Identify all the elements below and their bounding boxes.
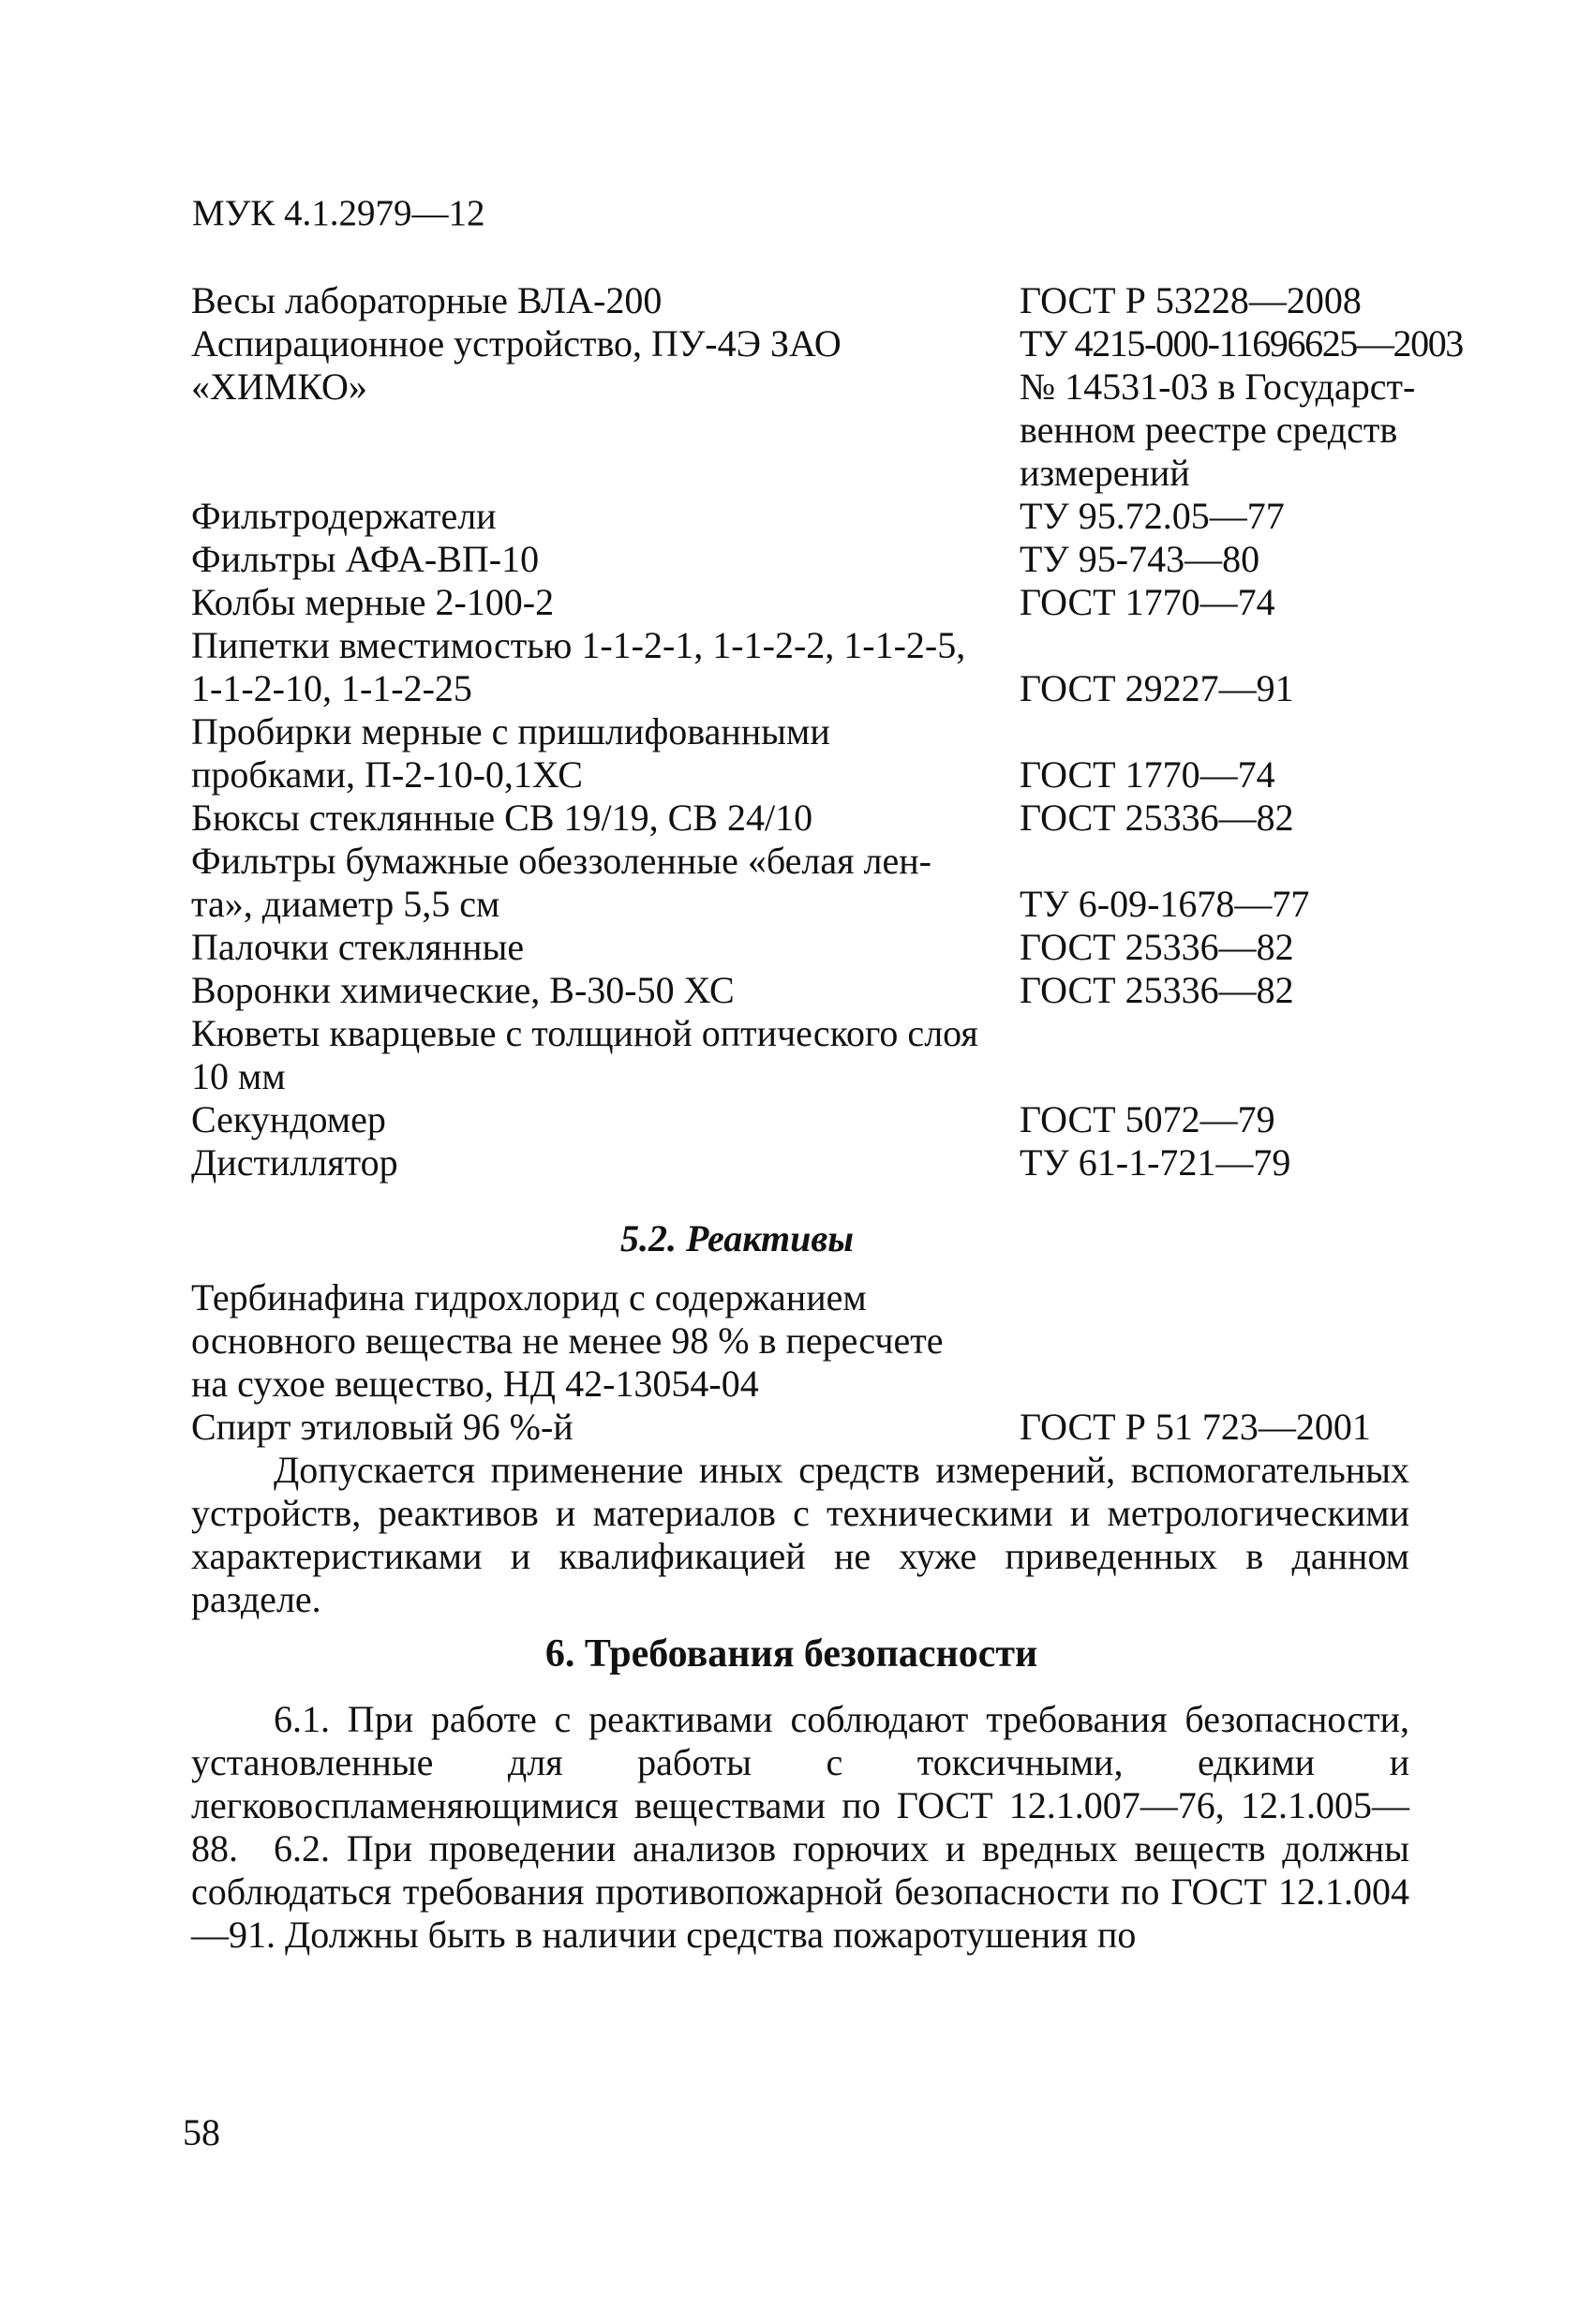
equipment-standard: № 14531-03 в Государст-: [1020, 365, 1416, 408]
document-header: МУК 4.1.2979—12: [192, 193, 485, 233]
equipment-standard: ГОСТ 29227—91: [1020, 667, 1294, 709]
equipment-item: Палочки стеклянные: [191, 926, 525, 968]
equipment-item: Секундомер: [191, 1098, 386, 1140]
reagent-standard: ГОСТ Р 51 723—2001: [1020, 1406, 1371, 1448]
reagent-item: на сухое вещество, НД 42-13054-04: [191, 1363, 759, 1405]
equipment-standard: ГОСТ 25336—82: [1020, 969, 1294, 1011]
allowance-text: Допускается применение иных средств измерений, вспомогательных устройств, реактивов и материалов с техническими и метрологическими характеристиками и квалификацией не хуже приведенных в данном разделе.: [191, 1449, 1409, 1620]
equipment-item: Дистиллятор: [191, 1141, 398, 1184]
equipment-item: Фильтры АФА-ВП-10: [191, 538, 540, 580]
paragraph-6-2: [191, 1827, 1409, 1957]
equipment-standard: ГОСТ Р 53228—2008: [1020, 279, 1362, 321]
equipment-item: Колбы мерные 2-100-2: [191, 581, 555, 623]
equipment-standard: ТУ 61-1-721—79: [1020, 1141, 1291, 1184]
equipment-item: Воронки химические, В-30-50 ХС: [191, 969, 735, 1011]
equipment-standard: ГОСТ 1770—74: [1020, 753, 1275, 796]
reagent-item: Тербинафина гидрохлорид с содержанием: [191, 1276, 867, 1318]
equipment-item: 1-1-2-10, 1-1-2-25: [191, 667, 472, 709]
paragraph-6-2-text: 6.2. При проведении анализов горючих и вредных веществ должны соблюдаться требования противопожарной безопасности по ГОСТ 12.1.004—91. Должны быть в наличии средства пожаротушения по: [191, 1827, 1409, 1956]
reagent-item: Спирт этиловый 96 %-й: [191, 1406, 574, 1448]
reagents-heading: [0, 1216, 1594, 1260]
equipment-item: Фильтродержатели: [191, 495, 497, 537]
equipment-standard: ТУ 4215-000-11696625—2003: [1020, 322, 1463, 365]
equipment-standard: измерений: [1020, 452, 1190, 494]
equipment-item: Аспирационное устройство, ПУ-4Э ЗАО: [191, 322, 842, 365]
equipment-item: Фильтры бумажные обеззоленные «белая лен-: [191, 840, 931, 882]
equipment-item: Бюксы стеклянные СВ 19/19, СВ 24/10: [191, 797, 813, 839]
equipment-standard: ГОСТ 25336—82: [1020, 926, 1294, 968]
equipment-item: Пробирки мерные с пришлифованными: [191, 710, 830, 752]
section-6-heading-text: 6. Требования безопасности: [544, 1632, 1038, 1676]
equipment-standard: ГОСТ 1770—74: [1020, 581, 1275, 623]
equipment-item: Весы лабораторные ВЛА-200: [191, 279, 663, 321]
equipment-item: та», диаметр 5,5 см: [191, 883, 500, 925]
reagents-heading-text: 5.2. Реактивы: [620, 1217, 854, 1259]
equipment-item: 10 мм: [191, 1055, 286, 1097]
section-6-heading: [0, 1631, 1594, 1676]
equipment-standard: ТУ 95-743—80: [1020, 538, 1260, 580]
equipment-standard: венном реестре средств: [1020, 409, 1398, 451]
equipment-item: «ХИМКО»: [191, 365, 367, 408]
allowance-paragraph: [191, 1449, 1409, 1621]
reagent-item: основного вещества не менее 98 % в пересчете: [191, 1319, 944, 1362]
equipment-item: Пипетки вместимостью 1-1-2-1, 1-1-2-2, 1-1-2-5,: [191, 624, 966, 666]
page-number: 58: [183, 2111, 220, 2153]
paragraph-6-1-text: 6.1. При работе с реактивами соблюдают требования безопасности, установленные для работы с токсичными, едкими и легковоспламеняющимися веществами по ГОСТ 12.1.007—76, 12.1.005—88.: [191, 1698, 1409, 1870]
equipment-standard: ТУ 6-09-1678—77: [1020, 883, 1310, 925]
equipment-standard: ГОСТ 5072—79: [1020, 1098, 1275, 1140]
equipment-item: Кюветы кварцевые с толщиной оптического слоя: [191, 1012, 978, 1054]
equipment-standard: ГОСТ 25336—82: [1020, 797, 1294, 839]
equipment-item: пробками, П-2-10-0,1ХС: [191, 753, 583, 796]
equipment-standard: ТУ 95.72.05—77: [1020, 495, 1285, 537]
